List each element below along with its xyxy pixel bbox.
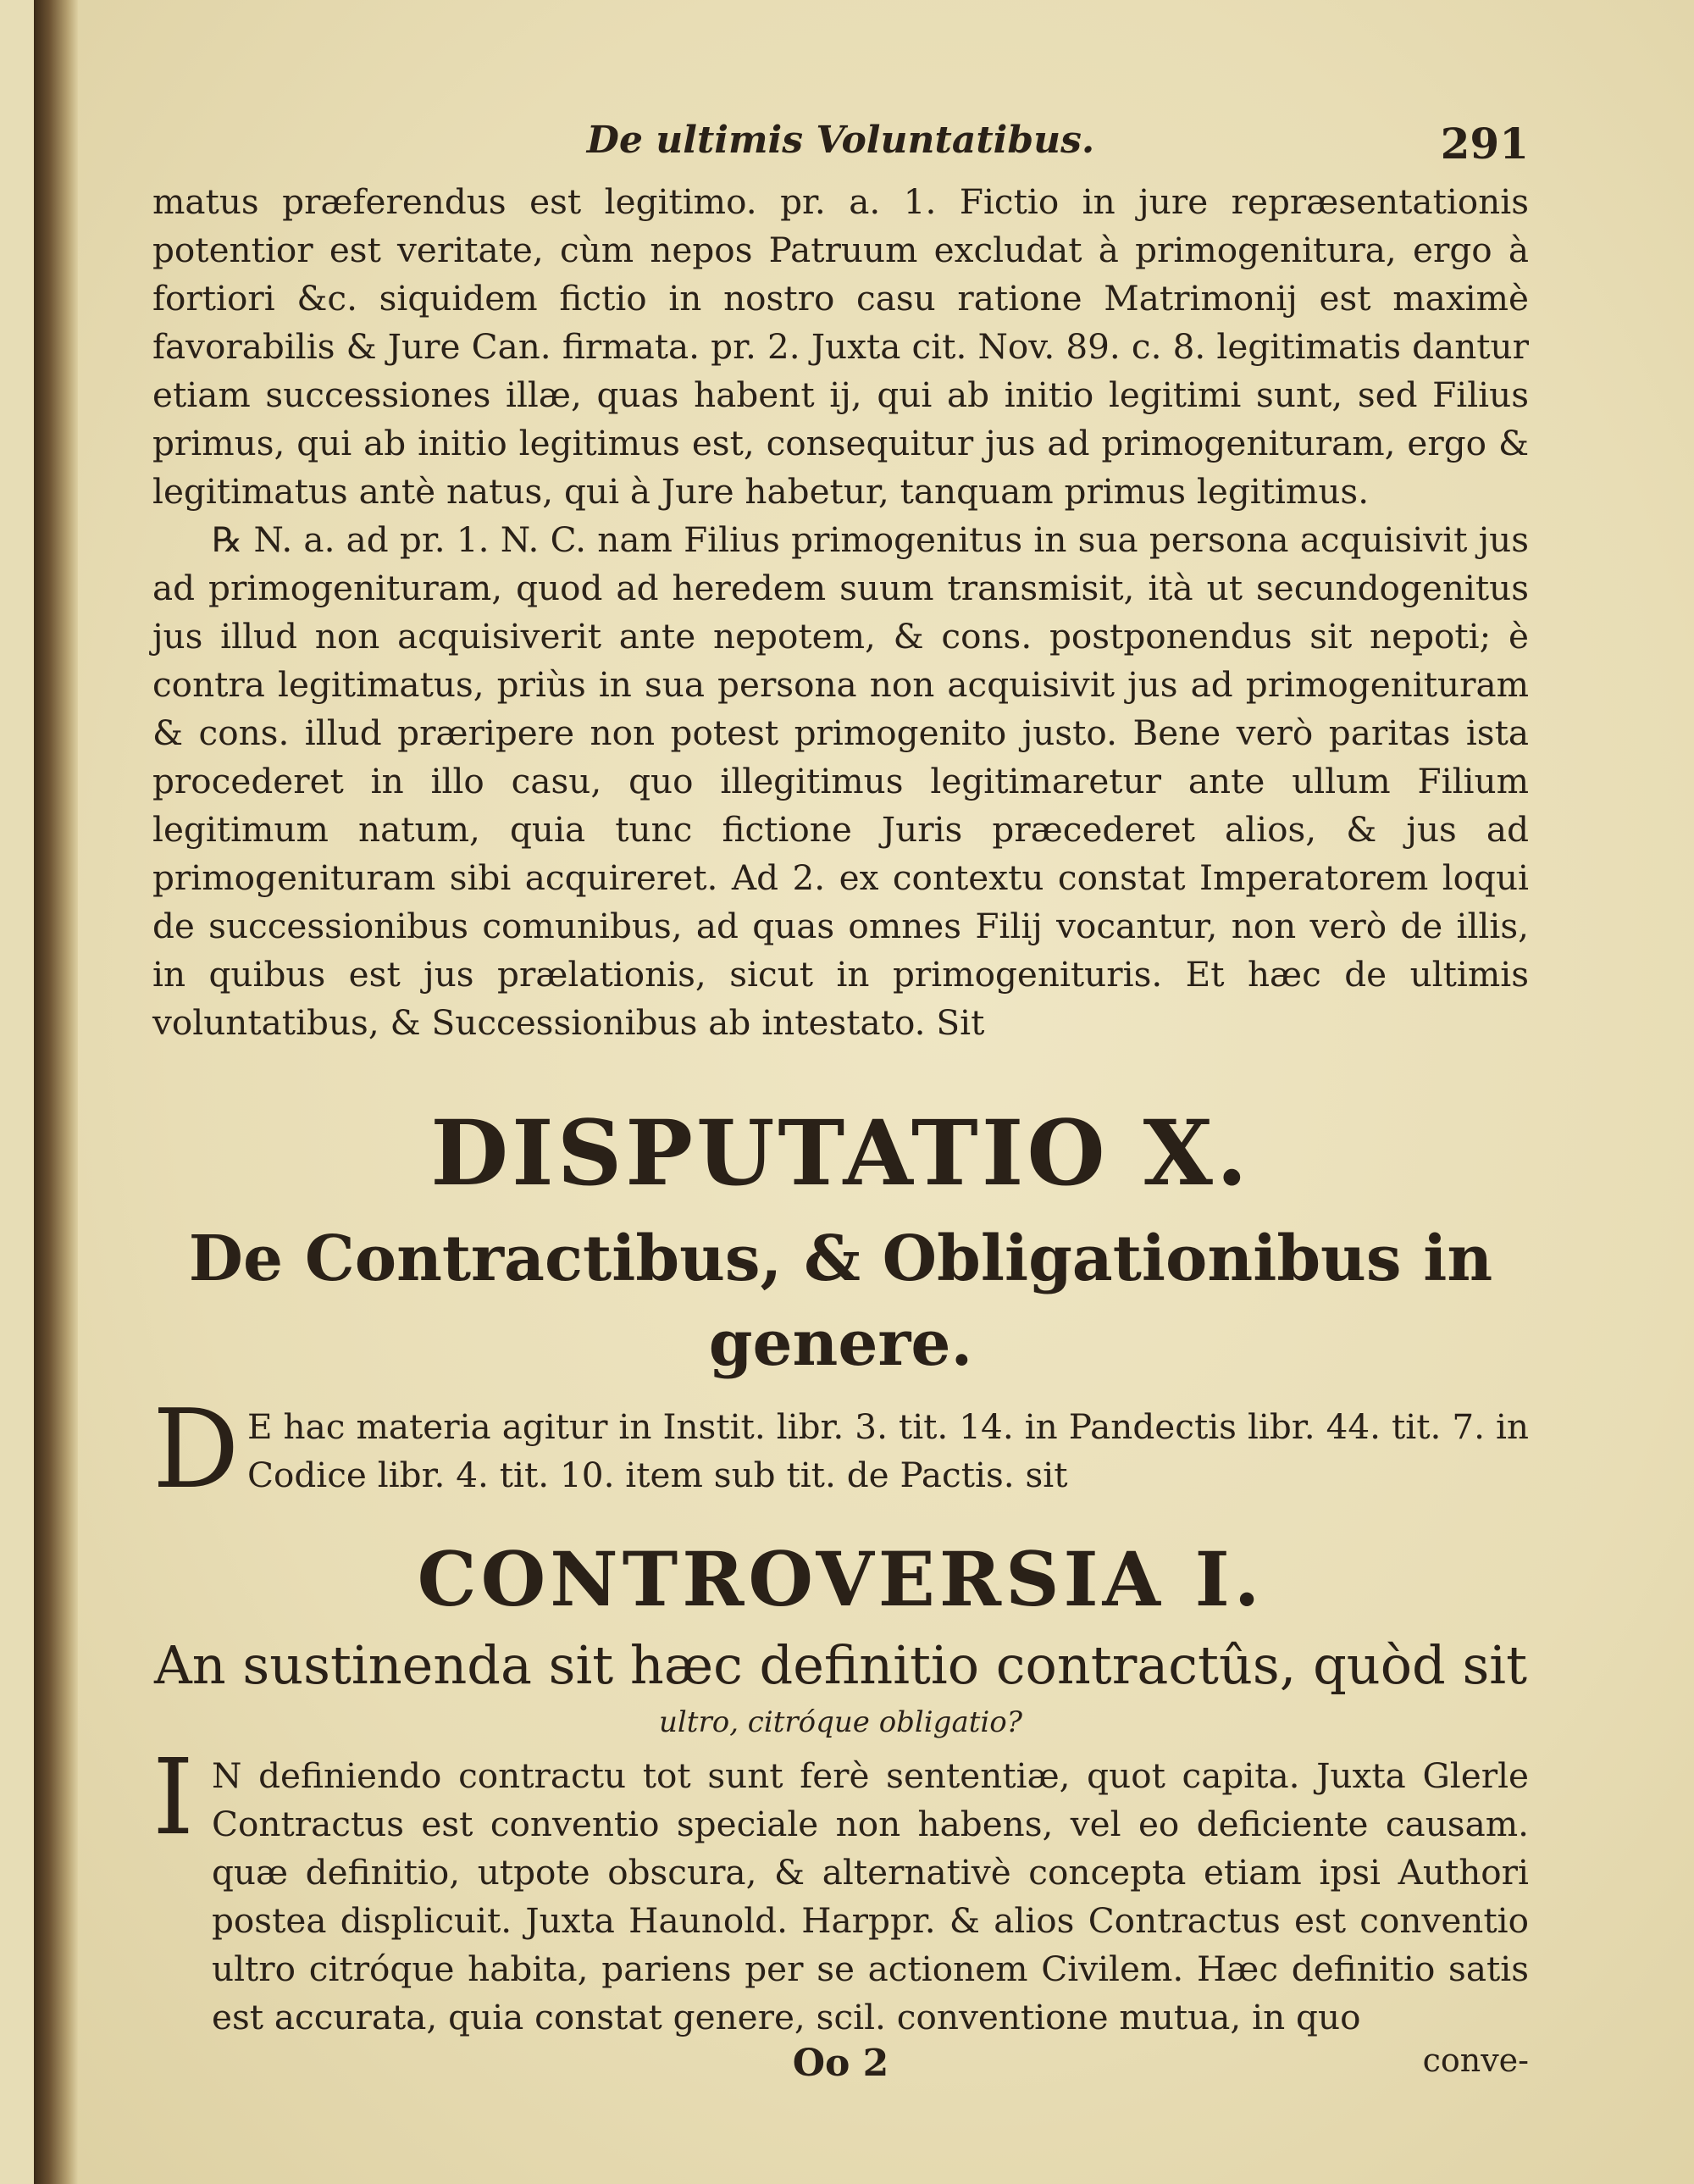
book-page	[34, 0, 1694, 2184]
intro-text: E hac materia agitur in Instit. libr. 3. tit. 14. in Pandectis libr. 44. tit. 7. in Codice libr. 4. tit. 10. item sub tit. de Pactis. sit	[247, 1406, 1529, 1495]
drop-cap-d: D	[152, 1387, 240, 1513]
disputatio-subtitle: De Contractibus, & Obligationibus in genere.	[188, 1222, 1493, 1380]
body-text: N definiendo contractu tot sunt ferè sententiæ, quot capita. Juxta Glerle Contractus est conventio speciale non habens, vel eo deficiente causam. quæ definitio, utpote obscura, & alternativè concepta etiam ipsi Authori postea displicuit. Juxta Haunold. Harppr. & alios Contractus est conventio ultro citróque habita, pariens per se actionem Civilem. Hæc definitio satis est accurata, quia constat genere, scil. conventione mutua, in quo	[212, 1755, 1529, 2037]
signature-mark: Oo 2	[792, 2042, 889, 2085]
controversia-question-end: ultro, citróque obligatio?	[659, 1705, 1022, 1739]
paragraph-response: ℞ N. a. ad pr. 1. N. C. nam Filius primogenitus in sua persona acquisivit jus ad primogenituram, quod ad heredem suum transmisit, ità ut secundogenitus jus illud non acquisiverit ante nepotem, & cons. postponendus sit nepoti; è contra legitimatus, priùs in sua persona non acquisivit jus ad primogenituram & cons. illud præripere non potest primogenito justo. Bene verò paritas ista procederet in illo casu, quo illegitimus legitimaretur ante ullum Filium legitimum natum, quia tunc fictione Juris præcederet alios, & jus ad primogenituram sibi acquireret. Ad 2. ex contextu constat Imperatorem loqui de successionibus comunibus, ad quas omnes Filij vocantur, non verò de illis, in quibus est jus prælationis, sicut in primogenituris. Et hæc de ultimis voluntatibus, & Successionibus ab intestato. Sit	[152, 519, 1529, 1043]
running-title: De ultimis Voluntatibus.	[586, 119, 1095, 162]
drop-cap-i: I	[152, 1737, 194, 1859]
book-gutter	[34, 0, 78, 2184]
controversia-title: CONTROVERSIA I.	[417, 1535, 1265, 1623]
page-content	[152, 119, 1529, 2093]
page-header	[152, 119, 1529, 178]
page-footer	[152, 2042, 1529, 2093]
body-paragraph	[152, 1737, 1529, 2042]
controversia-question: An sustinenda sit hæc definitio contractûs, quòd sit	[153, 1634, 1528, 1696]
page-number: 291	[1440, 119, 1529, 169]
catchword: conve-	[1422, 2042, 1529, 2079]
paragraph-continuation: matus præferendus est legitimo. pr. a. 1. Fictio in jure repræsentationis potentior est veritate, cùm nepos Patruum excludat à primogenitura, ergo à fortiori &c. siquidem fictio in nostro casu ratione Matrimonij est maximè favorabilis & Jure Can. firmata. pr. 2. Juxta cit. Nov. 89. c. 8. legitimatis dantur etiam successiones illæ, quas habent ij, qui ab initio legitimi sunt, sed Filius primus, qui ab initio legitimus est, consequitur jus ad primogenituram, ergo & legitimatus antè natus, qui à Jure habetur, tanquam primus legitimus.	[152, 181, 1529, 512]
disputatio-title: DISPUTATIO X.	[430, 1100, 1251, 1206]
intro-paragraph	[152, 1387, 1529, 1513]
